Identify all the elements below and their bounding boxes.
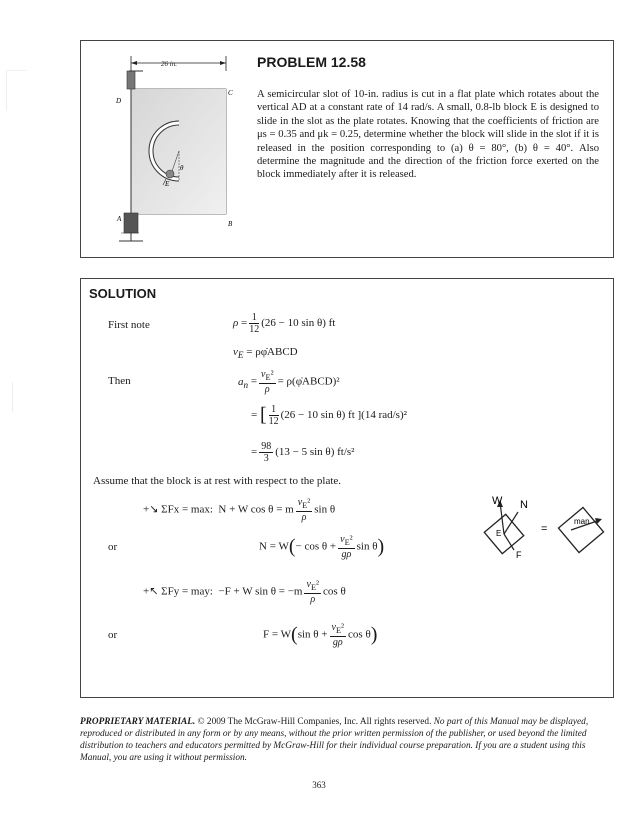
copyright-footer [80, 716, 614, 764]
eq-an-line3: = $\frac{98}{3}$ (13 − 5 sin θ) ft/s² [251, 441, 355, 464]
problem-statement: A semicircular slot of 10-in. radius is cut in a flat plate which rotates about the vertical AD at a constant rate of 14 rad/s. A small, 0.8-lb block E is designed to slide in the slot as the plate rotates. Knowing that the coefficients of friction are μs = 0.35 and μk = 0.25, determine whether the block will slide in the slot if it is released in the position corresponding to (a) θ = 80°, (b) θ = 40°. Also determine the magnitude and the direction of the friction force exerted on the block immediately after it is released. [257, 89, 599, 181]
page-number: 363 [312, 780, 326, 790]
label-e: E [165, 180, 170, 188]
eq-rho: ρ = $\frac{1}{12}$ (26 − 10 sin θ) ft [233, 312, 336, 335]
fbd-equals: = [541, 523, 548, 535]
problem-box [80, 40, 614, 258]
plate-diagram [81, 41, 241, 257]
label-d: D [116, 97, 122, 105]
scan-artifact [12, 382, 27, 412]
first-note-label: First note [108, 319, 150, 331]
footer-copyright: © 2009 The McGraw-Hill Companies, Inc. All rights reserved. [197, 717, 432, 727]
scan-artifact [6, 70, 27, 111]
label-a: A [117, 215, 122, 223]
solution-title: SOLUTION [89, 286, 157, 301]
eq-an-line2: = [ $\frac{1}{12}$ (26 − 10 sin θ) ft ](14 rad/s)² [251, 404, 407, 427]
fbd-w: W [492, 495, 503, 507]
fbd-n: N [520, 499, 528, 511]
fbd-man: man [574, 517, 590, 526]
solution-box [80, 278, 614, 698]
or-label-1: or [108, 541, 118, 553]
assumption-text: Assume that the block is at rest with respect to the plate. [93, 475, 342, 487]
eq-an: $a_n$ = $\frac{v_E^2}{\rho}$ = ρ(φ̇ABCD)² [238, 369, 340, 395]
free-body-diagram [476, 494, 616, 569]
or-label-2: or [108, 629, 118, 641]
footer-heading: PROPRIETARY MATERIAL. [80, 717, 196, 727]
fbd-f: F [516, 550, 522, 560]
label-theta: θ [180, 164, 184, 172]
fbd-e: E [496, 529, 502, 538]
eq-ve: $v_E$ = ρφ̇ABCD [233, 346, 298, 361]
label-c: C [228, 89, 233, 97]
then-label: Then [108, 375, 131, 387]
footer-notice: No part of this Manual may be displayed, reproduced or distributed in any form or by any means, without the prior written permission of the publisher, or used beyond the limited distribution to teachers and educators permitted by McGraw-Hill for their individual course preparation. If you are a student using this Manual, you are using it without permission. [80, 717, 589, 763]
eq-normal-force: N = W(− cos θ + $\frac{v_E^2}{g\rho}$ sin θ) [259, 534, 385, 560]
eq-friction-force: F = W(sin θ + $\frac{v_E^2}{g\rho}$ cos θ) [263, 622, 378, 648]
eq-sum-fx: +↘ ΣFx = max: N + W cos θ = m $\frac{v_E^2}{\rho}$ sin θ [143, 497, 336, 523]
eq-sum-fy: +↖ ΣFy = may: −F + W sin θ = −m $\frac{v_E^2}{\rho}$ cos θ [143, 579, 346, 605]
dimension-label: 26 in. [161, 60, 177, 68]
label-b: B [228, 220, 233, 228]
problem-title: PROBLEM 12.58 [257, 54, 366, 70]
problem-figure [81, 41, 241, 257]
fbd-sketch [476, 494, 616, 564]
